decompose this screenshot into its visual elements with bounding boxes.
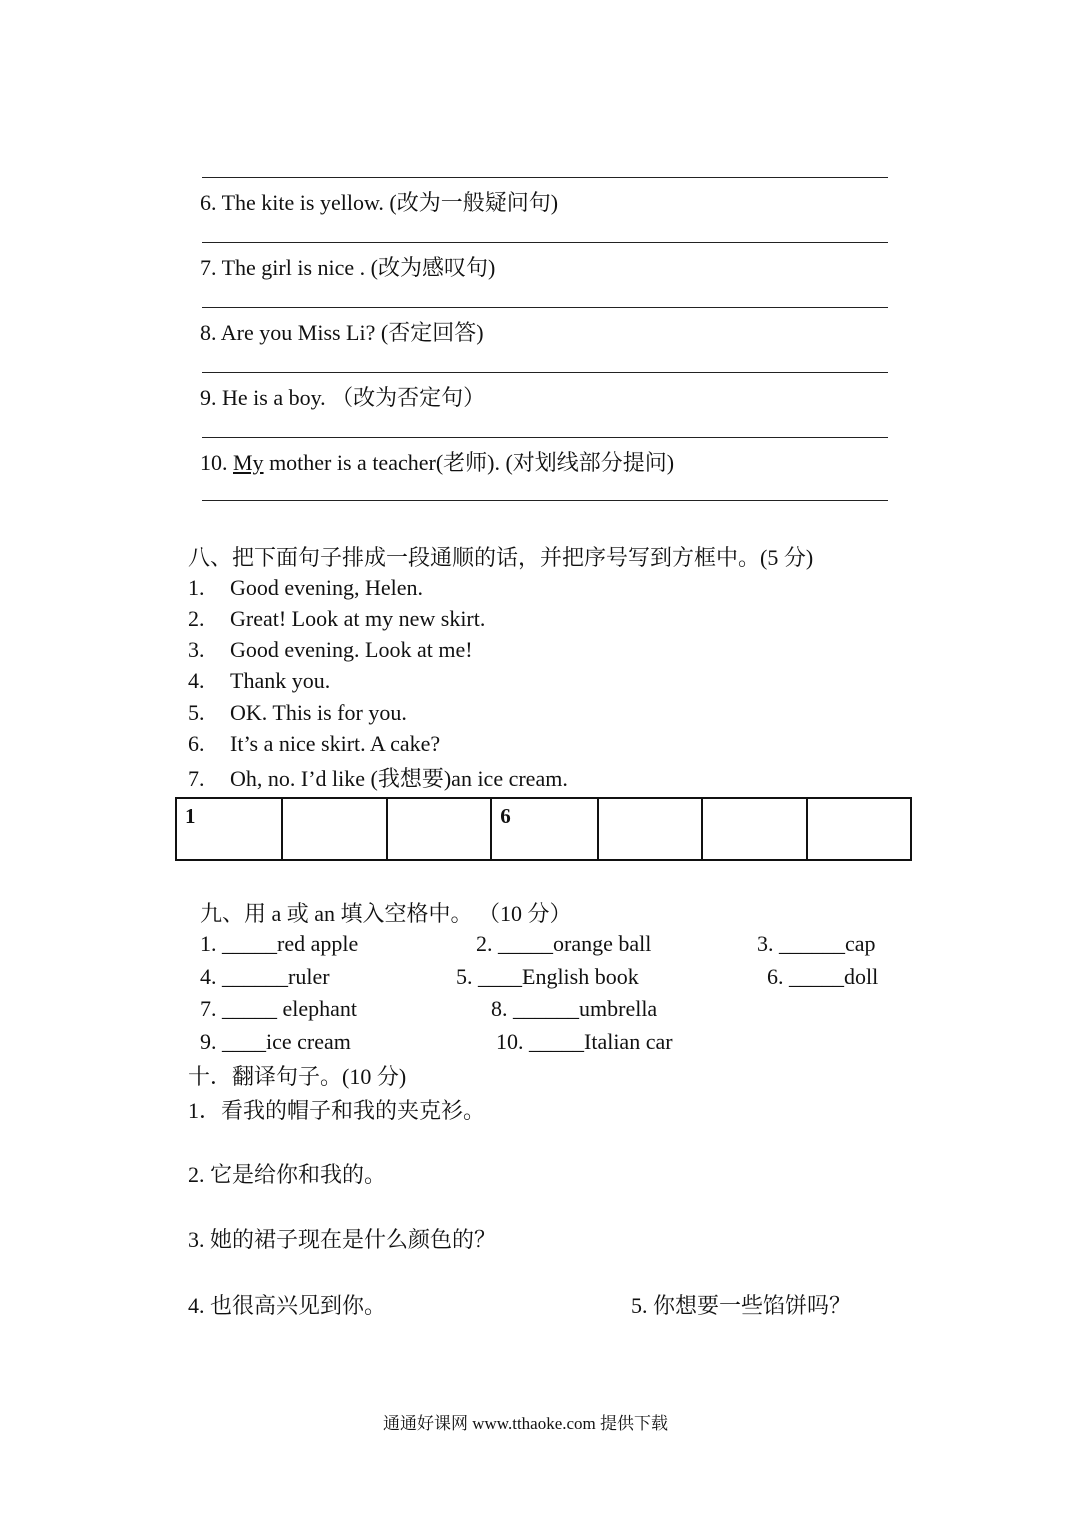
item-text: Oh, no. I’d like (我想要)an ice cream. (230, 766, 568, 791)
answer-line[interactable] (202, 242, 888, 243)
fill-blank-item[interactable]: 1. _____red apple (200, 931, 359, 956)
answer-line[interactable] (202, 307, 888, 308)
list-item (188, 700, 407, 726)
item-text: Good evening. Look at me! (230, 637, 473, 662)
item-text: Good evening, Helen. (230, 575, 424, 600)
section-10-title: 十．翻译句子。(10 分) (188, 1064, 407, 1089)
list-item (188, 731, 440, 757)
answer-line[interactable] (202, 437, 888, 438)
list-item (188, 606, 485, 632)
fill-blank-item[interactable]: 4. ______ruler (200, 964, 330, 989)
section-9-title: 九、用 a 或 an 填入空格中。 （10 分） (200, 901, 572, 926)
fill-blank-item[interactable]: 3. ______cap (757, 931, 876, 956)
answer-line[interactable] (202, 372, 888, 373)
item-number: 7. (188, 766, 205, 791)
answer-line[interactable] (202, 177, 888, 178)
answer-box[interactable] (387, 798, 491, 860)
answer-box[interactable]: 6 (491, 798, 597, 860)
item-number: 1. (188, 575, 205, 600)
fill-blank-item[interactable]: 2. _____orange ball (476, 931, 652, 956)
question-9: 9. He is a boy. （改为否定句） (200, 385, 486, 410)
question-8: 8. Are you Miss Li? (否定回答) (200, 320, 484, 345)
page-footer: 通通好课网 www.tthaoke.com 提供下载 (383, 1414, 669, 1433)
item-text: Thank you. (230, 668, 331, 693)
translate-question-3: 3. 她的裙子现在是什么颜色的？ (188, 1227, 497, 1252)
translate-question-1: 1．看我的帽子和我的夹克衫。 (188, 1098, 486, 1123)
fill-blank-item[interactable]: 8. ______umbrella (491, 996, 658, 1021)
item-text: It’s a nice skirt. A cake? (230, 731, 441, 756)
question-6: 6. The kite is yellow. (改为一般疑问句) (200, 190, 559, 215)
translate-question-5: 5. 你想要一些馅饼吗？ (631, 1293, 852, 1318)
item-text: OK. This is for you. (230, 700, 407, 725)
list-item (188, 575, 423, 601)
question-10-prefix: 10. (200, 450, 233, 475)
answer-box[interactable] (807, 798, 912, 860)
item-number: 3. (188, 637, 205, 662)
fill-blank-item[interactable]: 5. ____English book (456, 964, 639, 989)
item-text: Great! Look at my new skirt. (230, 606, 486, 631)
translate-question-2: 2. 它是给你和我的。 (188, 1162, 387, 1187)
answer-line[interactable] (202, 500, 888, 501)
underlined-word: My (233, 450, 264, 475)
answer-box[interactable]: 1 (176, 798, 282, 860)
answer-box[interactable] (282, 798, 386, 860)
order-answer-table (175, 797, 912, 861)
list-item (188, 668, 330, 694)
list-item (188, 762, 568, 793)
item-number: 5. (188, 700, 205, 725)
answer-box[interactable] (702, 798, 806, 860)
question-10-rest: mother is a teacher(老师). (对划线部分提问) (263, 450, 675, 475)
question-7: 7. The girl is nice . (改为感叹句) (200, 255, 496, 280)
fill-blank-item[interactable]: 10. _____Italian car (496, 1029, 673, 1054)
question-10 (200, 446, 674, 477)
section-8-title: 八、把下面句子排成一段通顺的话，并把序号写到方框中。(5 分) (188, 545, 814, 570)
answer-box[interactable] (598, 798, 702, 860)
list-item (188, 637, 473, 663)
item-number: 4. (188, 668, 205, 693)
item-number: 2. (188, 606, 205, 631)
translate-question-4: 4. 也很高兴见到你。 (188, 1293, 387, 1318)
fill-blank-item[interactable]: 6. _____doll (767, 964, 879, 989)
fill-blank-item[interactable]: 7. _____ elephant (200, 996, 358, 1021)
item-number: 6. (188, 731, 205, 756)
fill-blank-item[interactable]: 9. ____ice cream (200, 1029, 351, 1054)
